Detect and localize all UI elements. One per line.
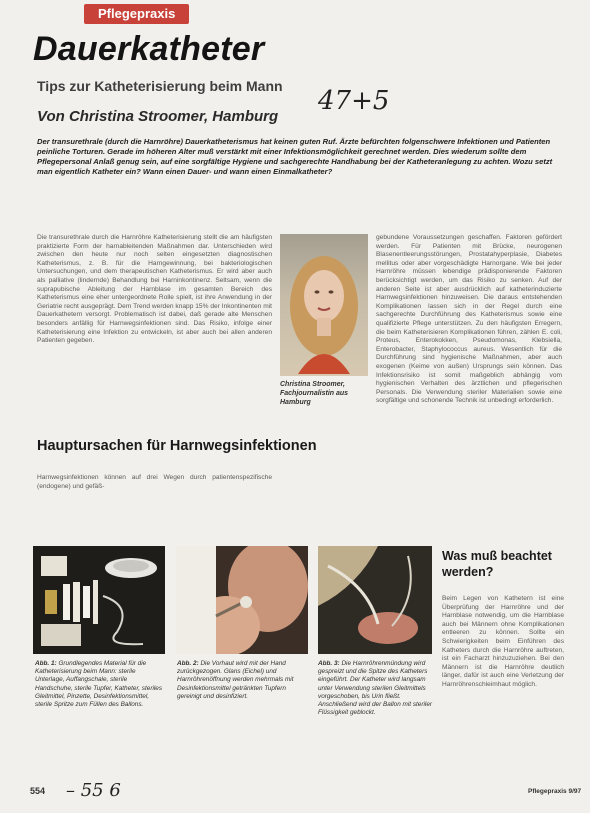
section-rubric: Pflegepraxis [84,4,189,24]
caption-3-label: Abb. 3: [318,660,340,667]
handwritten-page-number: – 55 6 [66,780,121,801]
insertion-photo-illustration [318,546,432,654]
photo-disinfection [176,546,308,654]
subtitle: Tips zur Katheterisierung beim Mann [37,78,283,94]
figure-caption-2 [177,660,307,701]
box-heading: Was muß beachtet werden? [442,549,552,579]
materials-photo-illustration [33,546,165,654]
portrait-caption: Christina Stroomer, Fachjournalistin aus Hamburg [280,381,349,406]
box-body: Beim Legen von Kathetern ist eine Überprüfung der Harnröhre und der Harnblase notwendig, um die Harnblase auch bei Männern ohne Komplikationen entleeren zu können. Sollte ein Schwierigkeiten beim Einführen des Katheters durch die Harnröhre auftreten, ist ein Facharzt hinzuzuziehen. Bei den Männern ist die Harnröhre deutlich länger, dafür ist auch eine Verletzung der Harnröhrenschleimhaut möglich. [442,595,564,688]
footer-issue: Pflegepraxis 9/97 [528,788,582,795]
handwritten-note: 47+5 [318,86,390,116]
caption-3-text: Die Harnröhrenmündung wird gespreizt und die Spitze des Katheters eingeführt. Der Katheter wird langsam unter Verwendung sterilen Gleitmittels vorgeschoben, bis Urin fließt. Anschließend wird der Ballon mit steriler Flüssigkeit geblockt. [318,660,433,717]
body-column-1: Die transurethrale durch die Harnröhre Katheterisierung stellt die am häufigsten praktizierte Form der harnableitenden Maßnahmen dar. Unterschieden wird zwischen den heute nur noch selten eingesetzten diagnostischen Katheterismus, z. B. für die Harngewinnung, bei bakteriologischen Untersuchungen, und dem therapeutischen Katheterismus. Er wird aber auch als palliative (lindernde) Behandlung bei Harninkontinenz. Seltsam, wenn die suprapubische Ableitung der Harnblase im gesamten Bereich des Katheterismus eine eher untergeordnete Rolle spielt, ist ihre Anwendung in der Geriatrie recht ausgeprägt. Dem Trend werden knapp 15% der Inkontinenten mit Dauerkathetern versorgt. Problematisch ist dabei, daß gerade alte Menschen besonders anfällig für Harnwegsinfektionen sind. Das Risiko, infolge einer Katheterisierung eine Infektion zu entwickeln, ist aber auch bei allen anderen Patienten gegeben. [37,234,272,345]
author-portrait [280,234,368,376]
photo-catheter-materials [33,546,165,654]
lead-paragraph: Der transurethrale (durch die Harnröhre) Dauerkatheterismus hat keinen guten Ruf. Ärzte befürchten folgenschwere Infektionen und Patienten peinliche Torturen. Gerade im höheren Alter muß verstärkt mit einer Infektionsmöglichkeit gerechnet werden. Dies wiederum sollte dem Pflegepersonal Anlaß genug sein, auf eine sorgfältige Hygiene und sachgerechte Handhabung bei der Katheteranlegung zu achten. Wozu setzt man eigentlich Katheter ein? Wann einen Dauer- und wann einen Einmalkatheter? [37,137,553,176]
byline: Von Christina Stroomer, Hamburg [37,108,279,125]
body-column-3: gebundene Voraussetzungen geschaffen. Faktoren gefördert werden. Für Patienten mit Brücke, neurogenen Blasenentleerungsstörungen, Prostatahyperplasie, Diabetes mellitus oder aber vorgeschädigte Harnorgane. Wie bei jeder Harnröhre müssen lebendige prädisponierende Faktoren berücksichtigt werden, um das Risiko zu senken. Auf der anderen Seite ist aber ausdrücklich auf katheterinduzierte Harnwegsinfektionen hinzuweisen. Die daraus entstehenden Komplikationen lassen sich in der Regel durch eine sachgerechte Durchführung des Katheterismus sowie eine qualifizierte Pflege unterstützen. Zu den häufigsten Erregern, die beim Katheterisieren Komplikationen führen, zählen E. coli, Proteus, Enterokokken, Pseudomonas, Klebsiella, Enterobacter, Staphylococcus aureus. Wesentlich für die Durchführung sind hygienische Maßnahmen, aber auch exogenen (Keime von außen) Ursprungs sein können. Das Infektionsrisiko ist somit maßgeblich abhängig vom hygienischen Verhalten des ärztlichen und pflegerischen Personals. Die Verwendung steriler Materialien sowie eine sorgfältige und schonende Technik ist unbedingt erforderlich. [376,234,562,405]
page-title: Dauerkatheter [33,30,265,68]
body-column-1b: Harnwegsinfektionen können auf drei Wegen durch patientenspezifische (endogene) und gefäß- [37,474,272,490]
figure-caption-3 [318,660,436,717]
page-number: 554 [30,786,46,796]
photo-catheter-insertion [318,546,432,654]
caption-1-text: Grundlegendes Material für die Katheterisierung beim Mann: sterile Unterlage, Auffangschale, sterile Handschuhe, sterile Tupfer, Katheter, steriles Gleitmittel, Pinzette, Desinfektionsmittel, sterile Spritze zum Füllen des Ballons. [35,660,163,709]
disinfection-photo-illustration [176,546,308,654]
section-heading: Hauptursachen für Harnwegsinfektionen [37,438,317,454]
portrait-illustration [280,234,368,376]
caption-2-label: Abb. 2: [177,660,199,667]
caption-1-label: Abb. 1: [35,660,57,667]
figure-caption-1 [35,660,165,709]
caption-2-text: Die Vorhaut wird mit der Hand zurückgezogen. Glans (Eichel) und Harnröhrenöffnung werden mehrmals mit Desinfektionsmittel getränkten Tupfern gereinigt und desinfiziert. [177,660,294,700]
